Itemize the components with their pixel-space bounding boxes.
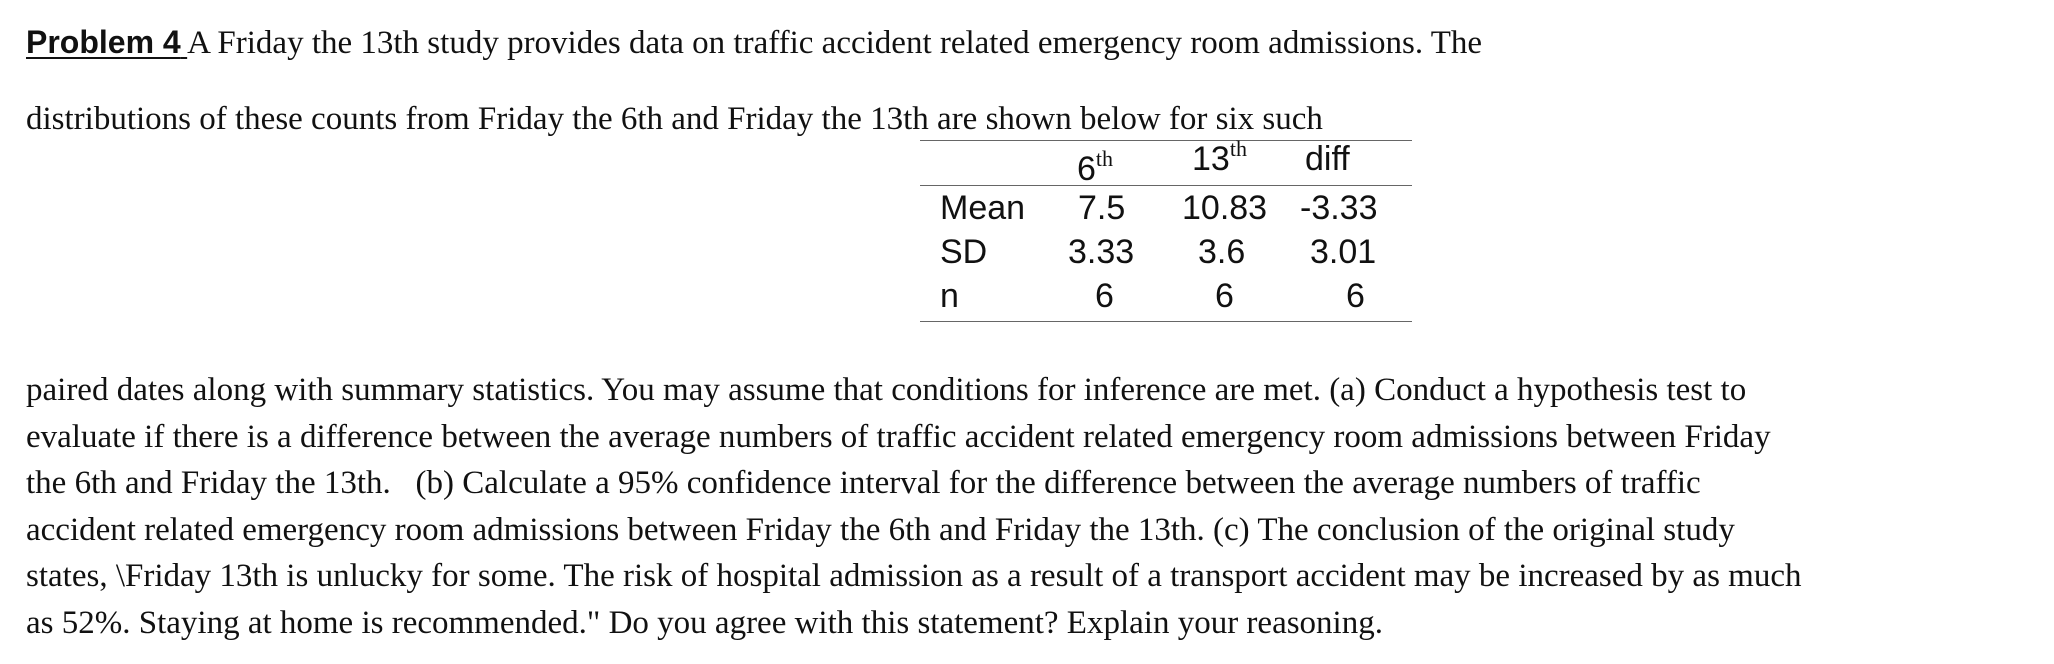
problem-intro-text-1: A Friday the 13th study provides data on traffic accident related emergency room admissions. The: [187, 25, 1483, 61]
paragraph-line-6: as 52%. Staying at home is recommended." Do you agree with this statement? Explain your reasoning.: [26, 604, 1383, 641]
column-header-diff: diff: [1305, 140, 1350, 178]
paragraph-line-3: the 6th and Friday the 13th. (b) Calculate a 95% confidence interval for the difference between the average numbers of traffic: [26, 465, 1701, 501]
cell-mean-6th: 7.5: [1078, 189, 1126, 227]
table-header-rule: [920, 185, 1412, 186]
problem-intro-line-2: [26, 103, 1323, 136]
cell-sd-diff: 3.01: [1310, 233, 1377, 271]
summary-statistics-table: [920, 136, 1412, 322]
problem-intro-line-1: [26, 26, 1482, 60]
paragraph-line-1: paired dates along with summary statistics. You may assume that conditions for inference are met. (a) Conduct a hypothesis test to: [26, 372, 1747, 408]
problem-body-paragraph: [26, 367, 2036, 646]
row-label-mean: Mean: [940, 189, 1026, 227]
paragraph-line-5: states, \Friday 13th is unlucky for some. The risk of hospital admission as a result of a transport accident may be increased by as much: [26, 558, 1802, 594]
cell-sd-6th: 3.33: [1068, 233, 1135, 271]
problem-intro-text-2: distributions of these counts from Friday the 6th and Friday the 13th are shown below for six such: [26, 101, 1323, 137]
problem-heading: Problem 4: [26, 24, 181, 60]
column-header-13th: 13th: [1192, 136, 1247, 178]
cell-mean-13th: 10.83: [1182, 189, 1268, 227]
cell-n-diff: 6: [1346, 277, 1365, 315]
row-label-sd: SD: [940, 233, 988, 271]
row-label-n: n: [940, 277, 959, 315]
cell-n-13th: 6: [1215, 277, 1234, 315]
cell-sd-13th: 3.6: [1198, 233, 1246, 271]
paragraph-line-4: accident related emergency room admissions between Friday the 6th and Friday the 13th. (c) The conclusion of the original study: [26, 511, 1735, 548]
cell-n-6th: 6: [1095, 277, 1114, 315]
table-bottom-rule: [920, 321, 1412, 322]
cell-mean-diff: -3.33: [1300, 189, 1378, 227]
paragraph-line-2: evaluate if there is a difference between the average numbers of traffic accident related emergency room admissions between Friday: [26, 418, 1771, 455]
column-header-6th: 6th: [1077, 146, 1114, 188]
